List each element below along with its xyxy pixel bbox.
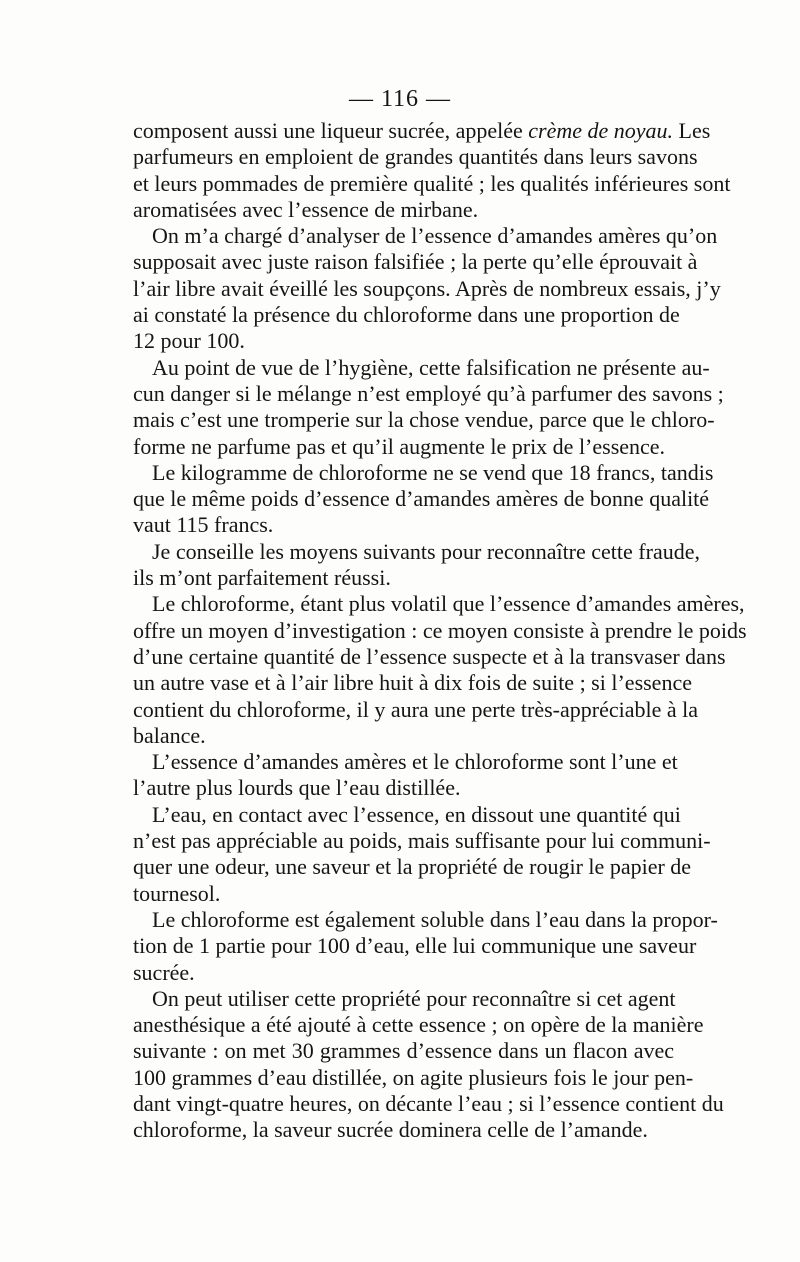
text-line: 12 pour 100. <box>133 328 245 354</box>
text-line: vaut 115 francs. <box>133 512 274 538</box>
text-line: On peut utiliser cette propriété pour reconnaître si cet agent <box>152 985 676 1011</box>
text-line: tion de 1 partie pour 100 d’eau, elle lui communique une saveur <box>133 933 697 959</box>
text-line: dant vingt-quatre heures, on décante l’eau ; si l’essence contient du <box>133 1090 724 1116</box>
text-line: Au point de vue de l’hygiène, cette falsification ne présente au- <box>152 354 710 380</box>
text-line: offre un moyen d’investigation : ce moyen consiste à prendre le poids <box>133 617 747 643</box>
paragraph-8 <box>133 801 711 907</box>
text-line: quer une odeur, une saveur et la propriété de rougir le papier de <box>133 854 692 880</box>
text-line: L’essence d’amandes amères et le chloroforme sont l’une et <box>152 749 678 775</box>
paragraph-3 <box>133 354 724 460</box>
paragraph-1 <box>133 118 731 223</box>
text-line: n’est pas appréciable au poids, mais suffisante pour lui communi- <box>133 828 711 854</box>
paragraph-4 <box>133 459 714 539</box>
text-line: mais c’est une tromperie sur la chose vendue, parce que le chloro- <box>133 407 715 433</box>
text-line: Le kilogramme de chloroforme ne se vend que 18 francs, tandis <box>152 459 714 485</box>
text-line: ils m’ont parfaitement réussi. <box>133 565 391 591</box>
paragraph-7 <box>133 749 678 802</box>
italic-phrase: crème de noyau. <box>528 118 674 143</box>
paragraph-5 <box>133 538 700 592</box>
text-line: aromatisées avec l’essence de mirbane. <box>133 196 479 222</box>
text-line: Le chloroforme, étant plus volatil que l’essence d’amandes amères, <box>152 591 745 617</box>
text-line: ai constaté la présence du chloroforme dans une proportion de <box>133 302 680 328</box>
text-line: et leurs pommades de première qualité ; les qualités inférieures sont <box>133 170 731 196</box>
text-line: d’une certaine quantité de l’essence suspecte et à la transvaser dans <box>133 643 726 669</box>
paragraph-6 <box>133 591 747 749</box>
text-line: Le chloroforme est également soluble dans l’eau dans la propor- <box>152 906 718 932</box>
body-text <box>133 118 747 1144</box>
text-line: On m’a chargé d’analyser de l’essence d’amandes amères qu’on <box>152 223 718 249</box>
text-line: chloroforme, la saveur sucrée dominera celle de l’amande. <box>133 1117 648 1143</box>
text-line: tournesol. <box>133 880 221 906</box>
text-line: balance. <box>133 722 206 748</box>
paragraph-2 <box>133 223 721 354</box>
text-line: forme ne parfume pas et qu’il augmente le prix de l’essence. <box>133 433 666 459</box>
text-line: un autre vase et à l’air libre huit à dix fois de suite ; si l’essence <box>133 670 692 696</box>
text-line: supposait avec juste raison falsifiée ; la perte qu’elle éprouvait à <box>133 249 698 275</box>
text-line: composent aussi une liqueur sucrée, appelée crème de noyau. Les <box>133 118 711 143</box>
text-line: que le même poids d’essence d’amandes amères de bonne qualité <box>133 486 710 512</box>
text-line: l’autre plus lourds que l’eau distillée. <box>133 775 461 801</box>
text-line: 100 grammes d’eau distillée, on agite plusieurs fois le jour pen- <box>133 1064 694 1090</box>
paragraph-10 <box>133 985 724 1144</box>
page-number: — 116 — <box>348 86 452 112</box>
paragraph-9 <box>133 906 718 986</box>
text-line: parfumeurs en emploient de grandes quantités dans leurs savons <box>133 144 698 170</box>
text-line: l’air libre avait éveillé les soupçons. Après de nombreux essais, j’y <box>133 275 721 301</box>
text-line: cun danger si le mélange n’est employé qu’à parfumer des savons ; <box>133 380 724 406</box>
text-line: contient du chloroforme, il y aura une perte très-appréciable à la <box>133 696 699 722</box>
text-line: L’eau, en contact avec l’essence, en dissout une quantité qui <box>152 801 681 827</box>
text-line: anesthésique a été ajouté à cette essence ; on opère de la manière <box>133 1012 704 1038</box>
text-line: Je conseille les moyens suivants pour reconnaître cette fraude, <box>152 538 700 564</box>
text-line: sucrée. <box>133 959 195 985</box>
text-line: suivante : on met 30 grammes d’essence dans un flacon avec <box>133 1038 674 1064</box>
